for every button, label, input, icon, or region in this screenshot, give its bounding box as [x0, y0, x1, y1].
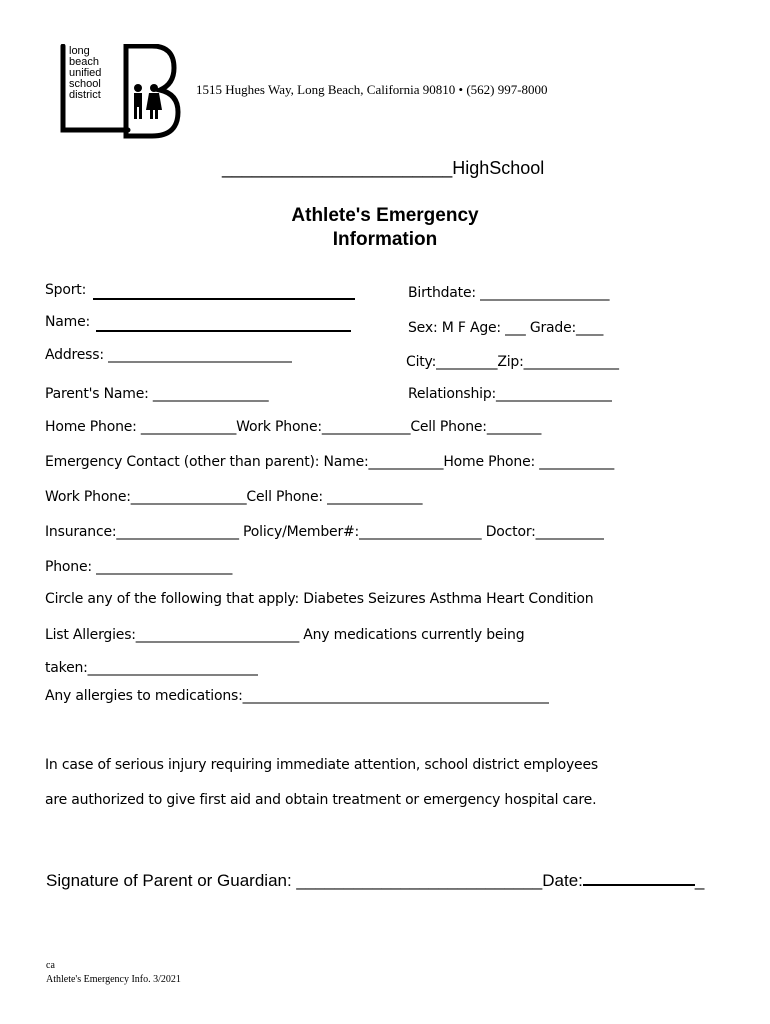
sport-input-line[interactable]	[93, 298, 355, 300]
name-input-line[interactable]	[96, 330, 351, 332]
logo-text	[69, 46, 101, 101]
consent-text-line: In case of serious injury requiring immediate attention, school district employees	[45, 757, 598, 773]
date-label: Date:	[542, 871, 583, 890]
footer-form-id: Athlete's Emergency Info. 3/2021	[46, 974, 181, 985]
signature-label: Signature of Parent or Guardian: __________________________	[46, 871, 543, 890]
medications-taken-field[interactable]: taken:_________________________	[45, 660, 258, 676]
sex-age-grade-field[interactable]: Sex: M F Age: ___ Grade:____	[408, 320, 604, 336]
consent-text-line: are authorized to give first aid and obtain treatment or emergency hospital care.	[45, 792, 597, 808]
logo-text-line: unified	[69, 67, 102, 79]
allergies-field[interactable]: List Allergies:________________________ Any medications currently being	[45, 627, 525, 643]
city-zip-field[interactable]: City:_________Zip:______________	[406, 354, 619, 370]
form-title	[0, 204, 770, 252]
logo-text-line: district	[69, 89, 101, 101]
date-input-line[interactable]	[583, 869, 695, 886]
medication-allergies-field[interactable]: Any allergies to medications:_____________________________________________	[45, 688, 549, 704]
work-cell-phone-field[interactable]: Work Phone:_________________Cell Phone: ______________	[45, 489, 423, 505]
form-title-line: Information	[332, 229, 438, 250]
doctor-phone-field[interactable]: Phone: ____________________	[45, 559, 233, 575]
date-tail: _	[694, 871, 705, 890]
logo-text-line: school	[69, 78, 101, 90]
logo-text-line: long	[69, 45, 90, 57]
name-label: Name:	[45, 314, 91, 330]
district-address: 1515 Hughes Way, Long Beach, California 90810 • (562) 997-8000	[196, 82, 548, 97]
relationship-field[interactable]: Relationship:_________________	[408, 386, 612, 402]
phones-field[interactable]: Home Phone: ______________Work Phone:_____________Cell Phone:________	[45, 419, 542, 435]
signature-field[interactable]	[46, 869, 704, 891]
sport-label: Sport:	[45, 282, 87, 298]
school-name-field[interactable]: _______________________HighSchool	[222, 158, 545, 178]
insurance-field[interactable]: Insurance:__________________ Policy/Member#:__________________ Doctor:__________	[45, 524, 604, 540]
birthdate-field[interactable]: Birthdate: ___________________	[408, 285, 610, 301]
form-title-line: Athlete's Emergency	[291, 205, 479, 226]
conditions-circle-line[interactable]: Circle any of the following that apply: Diabetes Seizures Asthma Heart Condition	[45, 591, 594, 607]
footer-code: ca	[46, 960, 55, 971]
logo-text-line: beach	[69, 56, 99, 68]
address-field[interactable]: Address: ___________________________	[45, 347, 292, 363]
parents-name-field[interactable]: Parent's Name: _________________	[45, 386, 269, 402]
emergency-contact-field[interactable]: Emergency Contact (other than parent): Name:___________Home Phone: ___________	[45, 454, 615, 470]
